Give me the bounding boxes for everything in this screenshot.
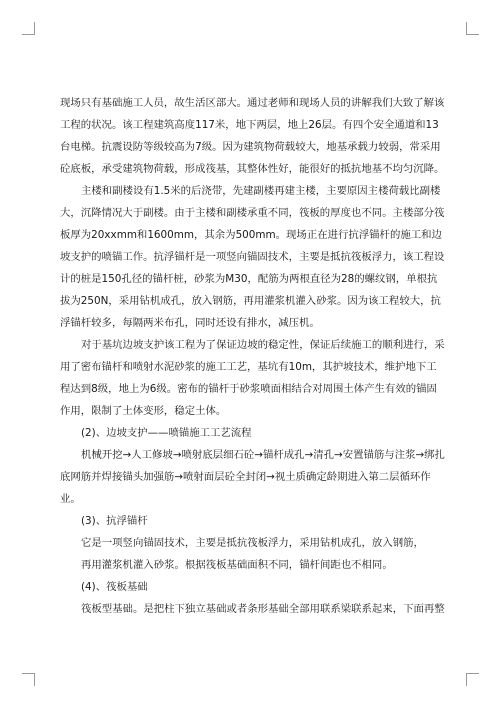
crop-mark-bottom-left [22, 673, 35, 686]
paragraph-anchor-line-2: 再用灌浆机灌入砂浆。根据筏板基础面积不同，锚杆间距也不相同。 [81, 559, 393, 571]
paragraph-2: 主楼和副楼设有1.5米的后浇带，先建副楼再建主楼，主要原因主楼荷载比副楼大，沉降情况大于副楼。由于主楼和副楼承重不同，筏板的厚度也不同。主楼部分筏板厚为20xxmm和1600mm，其余为500mm。现场正在进行抗浮锚杆的施工和边坡支护的喷锚工作。抗浮锚杆是一项竖向锚固技术，主要是抵抗筏板浮力，该工程设计的桩是150孔径的锚杆桩，砂浆为M30，配筋为两根直径为28的螺纹钢，单根抗拔为250N，采用钻机成孔，放入钢筋，再用灌浆机灌入砂浆。因为该工程较大，抗浮锚杆较多，每隔两米布孔，同时还设有排水，减压机。 [60, 185, 445, 329]
section-heading-3: (3)、抗浮锚杆 [81, 515, 148, 527]
paragraph-process-flow: 机械开挖→人工修坡→喷射底层细石砼→锚杆成孔→清孔→安置锚筋与注浆→绑扎底网筋并焊接锚头加强筋→喷射面层砼全封闭→视土质确定龄期进入第二层循环作业。 [60, 449, 445, 505]
section-heading-2: (2)、边坡支护——喷锚施工工艺流程 [81, 427, 252, 439]
paragraph-raft-foundation: 筏板型基础。是把柱下独立基础或者条形基础全部用联系梁联系起来，下面再整 [81, 603, 445, 615]
document-body [60, 92, 446, 620]
paragraph-3: 对于基坑边坡支护该工程为了保证边坡的稳定性，保证后续施工的顺利进行，采用了密布锚杆和喷射水泥砂浆的施工工艺，基坑有10m，其护坡技术，维护地下工程达到8级，地上为6级。密布的锚杆于砂浆喷面相结合对周围土体产生有效的锚固作用，限制了土体变形，稳定土体。 [60, 339, 445, 417]
paragraph-anchor-line-1: 它是一项竖向锚固技术，主要是抵抗筏板浮力，采用钻机成孔，放入钢筋， [81, 537, 424, 549]
section-heading-4: (4)、筏板基础 [81, 581, 148, 593]
paragraph-1: 现场只有基础施工人员，故生活区部大。通过老师和现场人员的讲解我们大致了解该工程的状况。该工程建筑高度117米，地下两层，地上26层。有四个安全通道和13台电梯。抗震设防等级较高为7级。因为建筑物荷载较大，地基承载力较弱，常采用砼底板，承受建筑物荷载，形成筏基，其整体性好，能很好的抵抗地基不均匀沉降。 [60, 97, 445, 175]
crop-mark-top-left [22, 22, 35, 35]
crop-mark-top-right [466, 22, 479, 35]
crop-mark-bottom-right [466, 673, 479, 686]
